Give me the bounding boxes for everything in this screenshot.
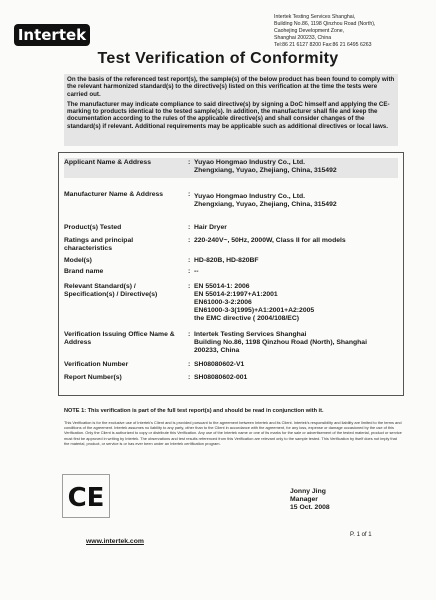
intro-paragraph: On the basis of the referenced test report(s), the sample(s) of the below product has been found to comply with the relevant harmonized standard(s) to the directive(s) listed on this verification at the time the tests were carried out. <box>67 76 395 98</box>
note-line: NOTE 1: This verification is part of the full test report(s) and should be read in conjunction with it. <box>64 408 324 414</box>
intro-paragraph: The manufacturer may indicate compliance to said directive(s) by signing a DoC himself and applying the CE-marking to products identical to the tested sample(s). In addition, the manufacturer shall file and keep the documentation according to the rules of the applicable directive(s) and shall consider changes of the standard(s) if relevant. Additional requirements may be applicable such as additional directives or local laws. <box>67 100 390 130</box>
office-address <box>274 14 434 49</box>
field-label: Verification Issuing Office Name & Address <box>64 331 175 346</box>
ce-mark-icon <box>62 474 110 518</box>
certificate-page: Intertek Intertek Testing Services Shanghai, Building No.86, 1198 Qinzhou Road (North), Caohejing Development Zone, Shanghai 200233, China Tel:86 21 6127 8200 Fax:86 21 6495 6263 Test Verification of Conformity On the basis of the referenced test report(s), the sample(s) of the below product has been found to comply with the relevant harmonized standard(s) to the directive(s) listed on this verification at the time the tests were carried out. The manufacturer may indicate compliance to said directive(s) by signing a DoC himself and applying the CE-marking to products identical to the tested sample(s). In addition, the manufacturer shall file and keep the documentation according to the rules of the applicable directive(s) and shall consider changes of the standard(s) if relevant. Additional requirements may be applicable such as additional directives or local laws. Applicant Name & Address : Yuyao Hongmao Industry Co., Ltd. Zhengxiang, Yuyao, Zhejiang, China, 315492 Manufacturer Name & Address : Yuyao Hongmao Industry Co., Ltd. Zhengxiang, Yuyao, Zhejiang, China, 315492 Product(s) Tested : Hair Dryer Ratings and principal characteristics : 220-240V~, 50Hz, 2000W, Class II for all models Model(s) : HD-820B, HD-820BF Brand name : -- Relevant Standard(s) / Specification(s) / Directive(s) : EN 55014-1: 2006 EN 55014-2:1997+A1:2001 EN61000-3-2:2006 EN61000-3-3(1995)+A1:2001+A2:2005 the EMC directive ( 2004/108/EC) Verification Issuing Office Name & Address : Intertek Testing Services Shanghai Building No.86, 1198 Qinzhou Road (North), Shanghai 200233, China Verification Number : SH08080602-V1 Report Number(s) : SH08080602-001 NOTE 1: This verification is part of the full test report(s) and should be read in conjunction with it. This Verification is for the exclusive use of Intertek's Client and is provided pursuant to the agreement between Intertek and its Client. Intertek's responsibility and liability are limited to the terms and conditions of the agreement. Intertek assumes no liability to any party, other than to the Client in accordance with the agreement, for any loss, expense or damage occasioned by the use of this Verification. Only the Client is authorized to copy or distribute this Verification. Any use of the Intertek name or one of its marks for the sale or advertisement of the tested material, product or service must first be approved in writing by Intertek. The observations and test results referenced from this Verification are relevant only to the sample tested. This Verification by itself does not imply that the material, product, or service is or has ever been under an Intertek certification program. CE Jonny Jing Manager 15 Oct. 2008 www.intertek.com P. 1 of 1 <box>0 0 436 600</box>
field-value: Hair Dryer <box>194 224 227 231</box>
signature-block <box>290 488 330 512</box>
field-label: Verification Number <box>64 361 129 368</box>
field-value: EN 55014-1: 2006 EN 55014-2:1997+A1:2001 EN61000-3-2:2006 EN61000-3-3(1995)+A1:2001+A2:2005 the EMC directive ( 2004/108/EC) <box>194 283 315 322</box>
intertek-logo: Intertek <box>14 24 90 46</box>
field-value: Yuyao Hongmao Industry Co., Ltd. Zhengxiang, Yuyao, Zhejiang, China, 315492 <box>194 159 337 174</box>
field-label: Product(s) Tested <box>64 224 122 231</box>
field-value: HD-820B, HD-820BF <box>194 257 259 264</box>
signer-title: Manager <box>290 496 318 503</box>
address-line: Intertek Testing Services Shanghai, <box>274 14 356 20</box>
field-applicant: Applicant Name & Address : Yuyao Hongmao Industry Co., Ltd. Zhengxiang, Yuyao, Zhejiang, China, 315492 <box>64 158 398 178</box>
signature-date: 15 Oct. 2008 <box>290 504 330 511</box>
field-value: Intertek Testing Services Shanghai Building No.86, 1198 Qinzhou Road (North), Shanghai 200233, China <box>194 331 367 354</box>
document-title: Test Verification of Conformity <box>97 50 339 67</box>
field-value: 220-240V~, 50Hz, 2000W, Class II for all models <box>194 237 346 244</box>
address-line: Shanghai 200233, China <box>274 35 332 41</box>
field-label: Relevant Standard(s) / Specification(s) / Directive(s) <box>64 283 158 298</box>
address-line: Building No.86, 1198 Qinzhou Road (North), <box>274 21 376 27</box>
field-value: SH08080602-001 <box>194 374 248 381</box>
field-label: Manufacturer Name & Address <box>64 191 164 198</box>
field-value: -- <box>194 268 199 275</box>
legal-fine-print: This Verification is for the exclusive use of Intertek's Client and is provided pursuant to the agreement between Intertek and its Client. Intertek's responsibility and liability are limited to the terms and conditions of the agreement. Intertek assumes no liability to any party, other than to the Client in accordance with the agreement, for any loss, expense or damage occasioned by the use of this Verification. Only the Client is authorized to copy or distribute this Verification. Any use of the Intertek name or one of its marks for the sale or advertisement of the tested material, product or service must first be approved in writing by Intertek. The observations and test results referenced from this Verification are relevant only to the sample tested. This Verification by itself does not imply that the material, product, or service is or has ever been under an Intertek certification program. <box>64 420 402 446</box>
website-link[interactable]: www.intertek.com <box>86 538 144 545</box>
page-number: P. 1 of 1 <box>350 532 372 538</box>
field-value: SH08080602-V1 <box>194 361 245 368</box>
svg-text:CE: CE <box>67 483 105 513</box>
address-line: Tel:86 21 6127 8200 Fax:86 21 6495 6263 <box>274 42 372 48</box>
field-value: Yuyao Hongmao Industry Co., Ltd. Zhengxiang, Yuyao, Zhejiang, China, 315492 <box>194 193 337 208</box>
address-line: Caohejing Development Zone, <box>274 28 345 34</box>
intro-box <box>64 74 398 146</box>
field-label: Model(s) <box>64 257 92 264</box>
signer-name: Jonny Jing <box>290 488 326 495</box>
field-label: Brand name <box>64 268 104 275</box>
field-label: Applicant Name & Address <box>64 159 151 166</box>
field-label: Report Number(s) <box>64 374 122 381</box>
field-label: Ratings and principal characteristics <box>64 237 134 252</box>
